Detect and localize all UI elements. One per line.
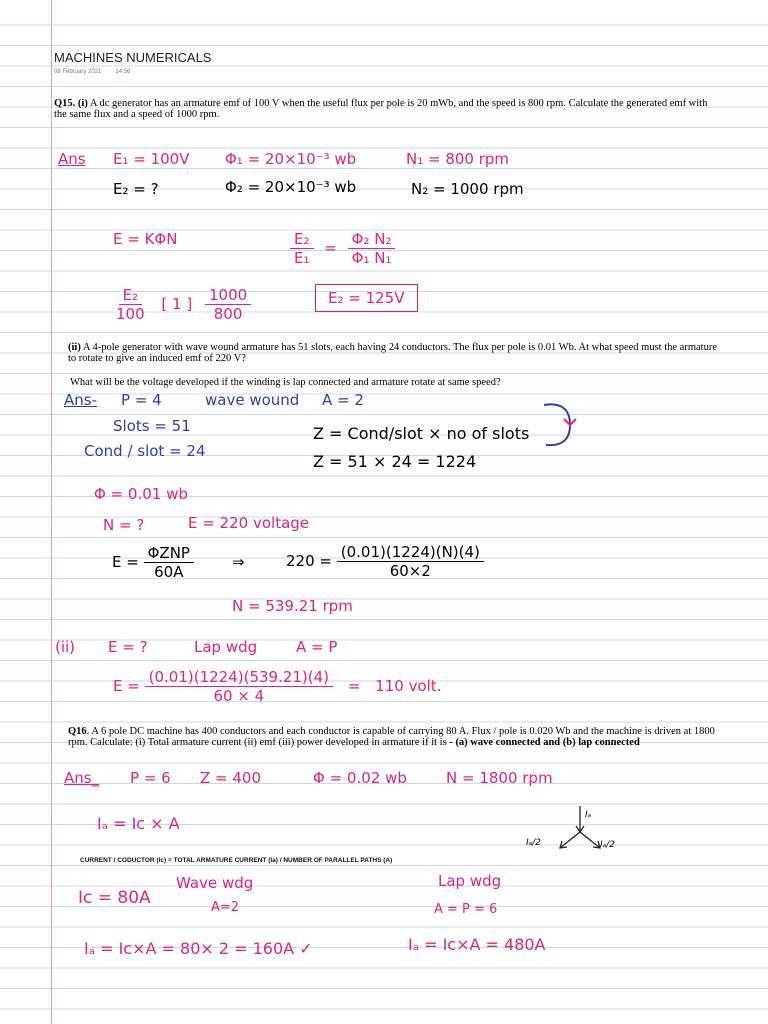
q15-slots: Slots = 51 <box>113 417 191 435</box>
q15-part2-text2: What will be the voltage developed if the winding is lap connected and armature rotate at same speed? <box>70 377 501 388</box>
q16-question <box>68 726 718 748</box>
q16-ic: Iᴄ = 80A <box>78 888 151 908</box>
q15-n1: N₁ = 800 rpm <box>406 150 510 168</box>
q16-n: N = 1800 rpm <box>446 769 553 787</box>
q16-lap-a: A = P = 6 <box>434 902 498 917</box>
q15-e-given: E = 220 voltage <box>188 514 310 532</box>
q15-e1: E₁ = 100V <box>113 150 190 168</box>
q15-phi2: Φ₂ = 20×10⁻³ wb <box>225 178 357 196</box>
q15-ans-label: Ans <box>58 150 86 168</box>
q15-z-value: Z = 51 × 24 = 1224 <box>313 452 477 471</box>
q15-p: P = 4 <box>121 391 162 409</box>
q15-phi: Φ = 0.01 wb <box>94 485 188 503</box>
q15-ans2-label: Ans- <box>64 391 97 409</box>
q15-e3-result: 110 volt. <box>375 677 442 695</box>
q15-e2: E₂ = ? <box>113 180 159 198</box>
q15-part1-label: (i) <box>77 98 88 109</box>
q16-wave: Wave wdg <box>176 874 254 892</box>
q16-p: P = 6 <box>130 769 171 787</box>
q15-calc-den2: 800 <box>213 305 243 323</box>
current-split-diagram <box>540 804 620 864</box>
page-title: MACHINES NUMERICALS <box>54 50 212 65</box>
q15-part2-label: (ii) <box>68 342 81 353</box>
q15-z-formula: Z = Cond/slot × no of slots <box>313 424 530 443</box>
q16-wave-a: A=2 <box>211 900 240 915</box>
q15-e3-formula <box>113 668 441 705</box>
q15-formula: E = KΦN <box>113 230 178 248</box>
q16-ans-label: Ans_ <box>64 769 100 787</box>
q16-diagram-right: Iₐ/2 <box>600 840 615 850</box>
q15-e3-q: E = ? <box>108 638 148 656</box>
q15-phi1: Φ₁ = 20×10⁻³ wb <box>225 150 357 168</box>
q15-ratio: $\frac{\text{E₂}}{\text{E₁}}$ = $\frac{\text{Φ₂ N₂}}{\text{Φ₁ N₁}}$ <box>290 230 395 267</box>
q15-result-box: E₂ = 125V <box>315 284 418 312</box>
q15-calc <box>112 286 251 323</box>
q15-calc-num: E₂ <box>119 286 143 305</box>
q15-ratio-num-l: E₂ <box>290 230 314 249</box>
q16-and: and <box>540 737 563 748</box>
q15-calc-den: 100 <box>116 305 145 323</box>
q15-wave: wave wound <box>205 391 300 409</box>
q15-question <box>54 98 714 120</box>
q15-n-result: N = 539.21 rpm <box>232 597 353 615</box>
page-date: 08 February 2021 <box>54 69 102 75</box>
q16-lap: Lap wdg <box>438 872 502 890</box>
q15-emf-formula <box>112 544 194 581</box>
q16-opt-b: (b) lap connected <box>562 737 640 748</box>
q15-part3-label: (ii) <box>55 638 76 656</box>
q15-arrow-icon: ⇒ <box>232 553 245 571</box>
q15-part1-text: A dc generator has an armature emf of 100 V when the useful flux per pole is 20 mWb, and the speed is 800 rpm. Calculate the generated emf with the same flux and a speed of 1000 rpm. <box>54 98 708 120</box>
q15-n-q: N = ? <box>103 516 145 534</box>
q15-sub-num: (0.01)(1224)(N)(4) <box>337 543 484 562</box>
q15-calc-mid: [ 1 ] <box>161 295 193 313</box>
q15-emf-lhs: E = <box>112 553 139 571</box>
q15-substitution <box>286 543 484 580</box>
page-timestamp <box>54 69 144 75</box>
q16-opt-a: (a) wave connected <box>455 737 541 748</box>
q16-diagram-left: Iₐ/2 <box>526 838 541 848</box>
q15-ratio-num-r: Φ₂ N₂ <box>348 230 396 249</box>
q15-sub-den: 60×2 <box>389 562 431 580</box>
q16-text: . A 6 pole DC machine has 400 conductors and each conductor is capable of carrying 80 A. Flux / pole is 0.020 Wb and the machine is driven at 1800 rpm. Calculate: (i) Total armature current (ii) emf (iii) power developed in armature if it is - <box>68 726 715 748</box>
q16-lap-ia: Iₐ = Iᴄ×A = 480A <box>408 935 546 954</box>
q15-sub-lhs: 220 = <box>286 552 332 570</box>
q15-a: A = 2 <box>322 391 364 409</box>
q16-ia-formula: Iₐ = Iᴄ × A <box>97 814 180 833</box>
q15-ratio-den-r: Φ₁ N₁ <box>351 249 392 267</box>
q15-emf-den: 60A <box>154 563 184 581</box>
q15-lap: Lap wdg <box>194 638 258 656</box>
q15-e3-eq: = <box>347 677 361 695</box>
curved-arrow-icon <box>540 395 580 455</box>
page-time: 14:56 <box>115 69 131 75</box>
q15-ratio-den-l: E₁ <box>294 249 310 267</box>
q16-diagram-top: Iₐ <box>585 810 592 820</box>
q15-part2-text: A 4-pole generator with wave wound armature has 51 slots, each having 24 conductors. The flux per pole is 0.01 Wb. At what speed must the armature to rotate to give an induced emf of 220 V? <box>68 342 717 364</box>
margin-line <box>51 0 52 1024</box>
q16-note: CURRENT / CODUCTOR (Ic) = TOTAL ARMATURE CURRENT (Ia) / NUMBER OF PARALLEL PATHS (A) <box>80 857 393 864</box>
q15-emf-num: ΦZNP <box>144 544 194 563</box>
q16-z: Z = 400 <box>200 769 262 787</box>
q15-e3-num: (0.01)(1224)(539.21)(4) <box>145 668 333 687</box>
q16-wave-ia: Iₐ = Iᴄ×A = 80× 2 = 160A ✓ <box>84 939 313 958</box>
q15-e3-den: 60 × 4 <box>213 687 265 705</box>
q16-phi: Φ = 0.02 wb <box>313 769 407 787</box>
q15-calc-num2: 1000 <box>205 286 251 305</box>
q16-label: Q16 <box>68 726 87 737</box>
q15-e3-lhs: E = <box>113 677 140 695</box>
q15-part2 <box>68 342 718 364</box>
q15-label: Q15. <box>54 98 76 109</box>
q15-cond: Cond / slot = 24 <box>84 442 206 460</box>
q15-n2: N₂ = 1000 rpm <box>411 180 524 198</box>
q15-lap-a: A = P <box>296 638 338 656</box>
